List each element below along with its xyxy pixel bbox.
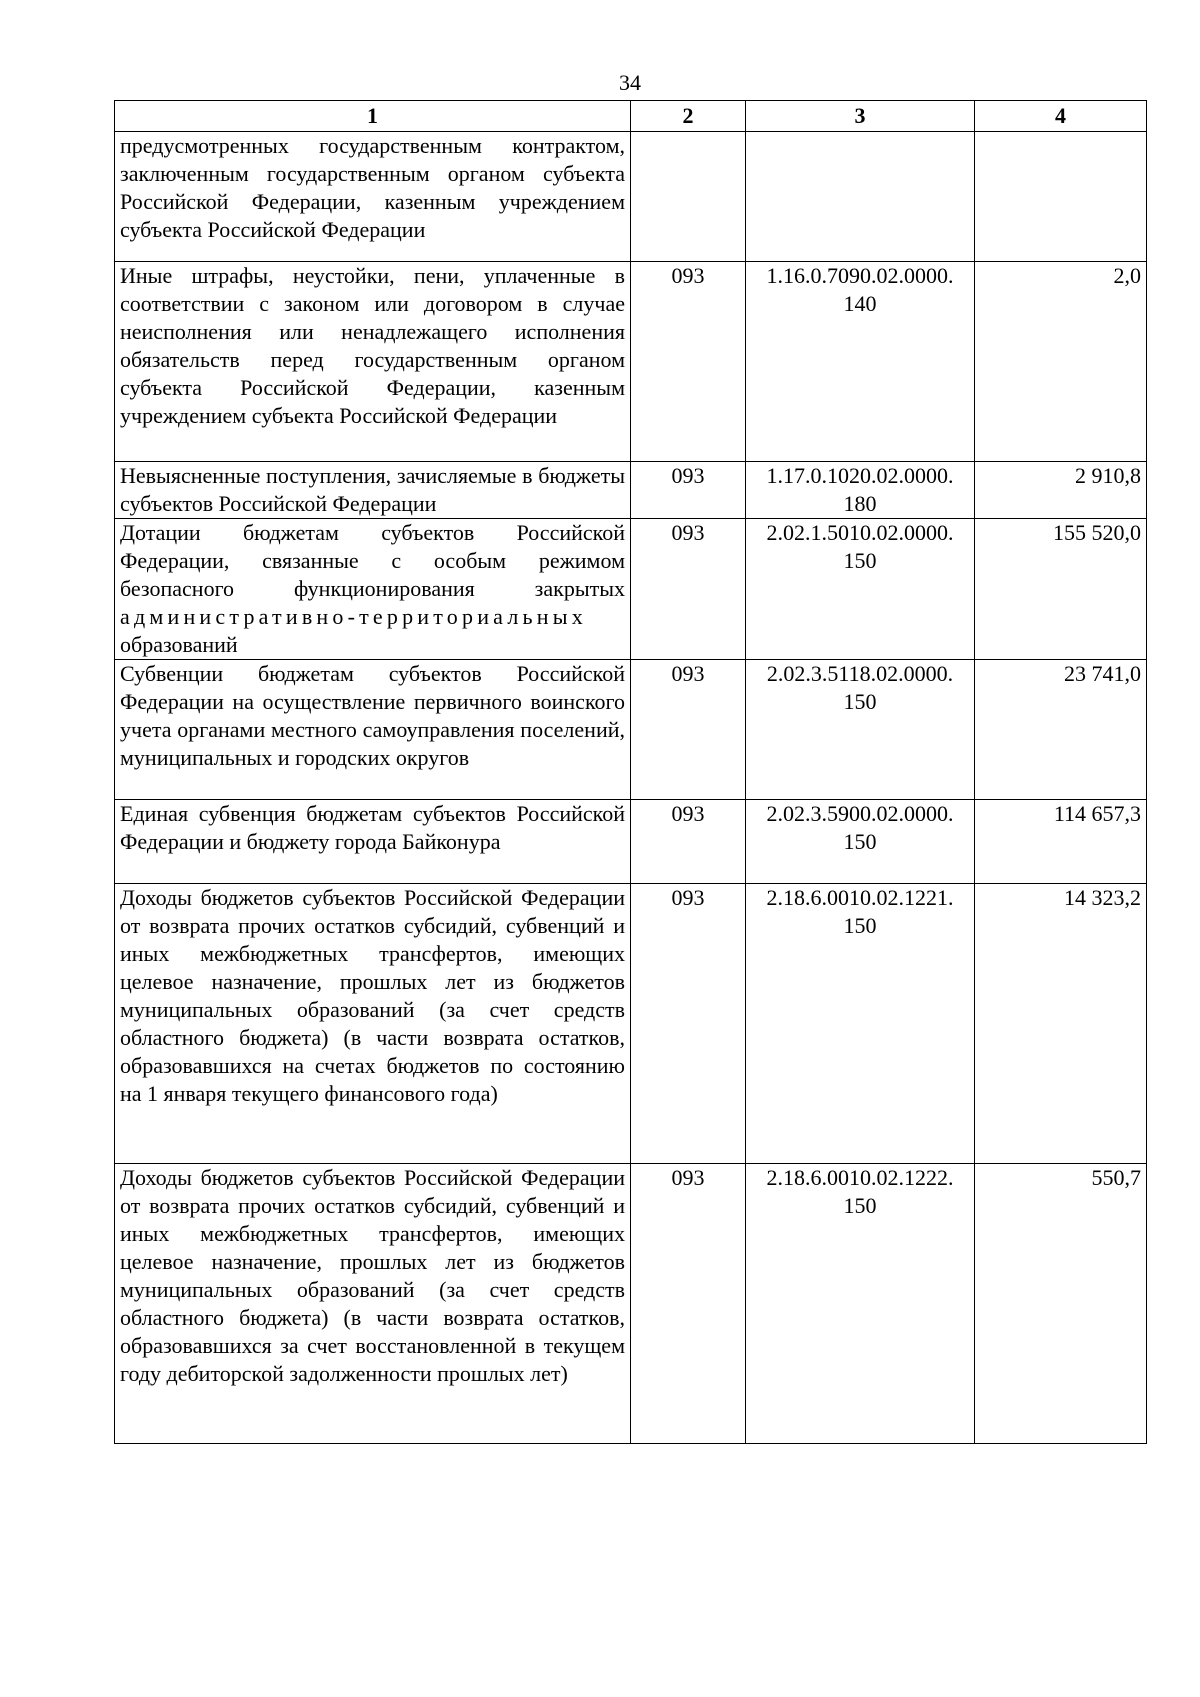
row-amount [975,132,1147,262]
row-admin-code: 093 [631,660,746,800]
table-row [115,262,1147,462]
kbk-line-1: 2.02.1.5010.02.0000. [766,520,954,545]
kbk-line-1: 2.02.3.5900.02.0000. [766,801,954,826]
page-number: 34 [619,70,641,95]
row-description: Субвенции бюджетам субъектов Российской Федерации на осуществление первичного воинского учета органами местного самоуправления поселений, муниципальных и городских округов [115,660,631,800]
row-admin-code: 093 [631,462,746,519]
revenue-table [114,100,1147,1444]
column-header-2: 2 [631,101,746,132]
kbk-line-2: 150 [843,689,877,714]
row-kbk-code [746,262,975,462]
row-description: Невыясненные поступления, зачисляемые в бюджеты субъектов Российской Федерации [115,462,631,519]
row-kbk-code [746,519,975,660]
kbk-line-2: 150 [843,913,877,938]
row-admin-code: 093 [631,884,746,1164]
kbk-line-2: 150 [843,1193,877,1218]
table-row [115,519,1147,660]
row-amount: 155 520,0 [975,519,1147,660]
kbk-line-1: 1.17.0.1020.02.0000. [766,463,954,488]
table-row [115,800,1147,884]
row-amount: 550,7 [975,1164,1147,1444]
row-description: Иные штрафы, неустойки, пени, уплаченные в соответствии с законом или договором в случае неисполнения или ненадлежащего исполнения обязательств перед государственным органом субъекта Российской Федерации, казенным учреждением субъекта Российской Федерации [115,262,631,462]
row-description: Доходы бюджетов субъектов Российской Федерации от возврата прочих остатков субсидий, субвенций и иных межбюджетных трансфертов, имеющих целевое назначение, прошлых лет из бюджетов муниципальных образований (за счет средств областного бюджета) (в части возврата остатков, образовавшихся за счет восстановленной в текущем году дебиторской задолженности прошлых лет) [115,1164,631,1444]
table-row [115,132,1147,262]
kbk-line-1: 2.18.6.0010.02.1221. [766,885,954,910]
description-part-3: образований [120,632,238,657]
row-admin-code: 093 [631,800,746,884]
table-header-row [115,101,1147,132]
row-amount: 23 741,0 [975,660,1147,800]
row-amount: 2,0 [975,262,1147,462]
kbk-line-2: 140 [843,291,877,316]
table-row [115,1164,1147,1444]
row-admin-code: 093 [631,1164,746,1444]
column-header-3: 3 [746,101,975,132]
row-admin-code [631,132,746,262]
table-row [115,884,1147,1164]
row-description: Доходы бюджетов субъектов Российской Федерации от возврата прочих остатков субсидий, субвенций и иных межбюджетных трансфертов, имеющих целевое назначение, прошлых лет из бюджетов муниципальных образований (за счет средств областного бюджета) (в части возврата остатков, образовавшихся на счетах бюджетов по состоянию на 1 января текущего финансового года) [115,884,631,1164]
row-description [115,519,631,660]
kbk-line-1: 2.18.6.0010.02.1222. [766,1165,954,1190]
row-kbk-code [746,660,975,800]
row-kbk-code [746,884,975,1164]
row-kbk-code [746,1164,975,1444]
kbk-line-1: 2.02.3.5118.02.0000. [766,661,954,686]
row-kbk-code [746,800,975,884]
column-header-4: 4 [975,101,1147,132]
column-header-1: 1 [115,101,631,132]
kbk-line-2: 150 [843,829,877,854]
row-amount: 14 323,2 [975,884,1147,1164]
row-kbk-code [746,132,975,262]
row-admin-code: 093 [631,519,746,660]
row-amount: 114 657,3 [975,800,1147,884]
row-amount: 2 910,8 [975,462,1147,519]
description-part-1: Дотации бюджетам субъектов Российской Федерации, связанные с особым режимом безопасного функционирования закрытых [120,520,625,601]
row-admin-code: 093 [631,262,746,462]
row-kbk-code [746,462,975,519]
kbk-line-2: 180 [843,491,877,516]
description-part-2: административно-территориальных [120,604,587,629]
table-row [115,660,1147,800]
kbk-line-2: 150 [843,548,877,573]
table-row [115,462,1147,519]
kbk-line-1: 1.16.0.7090.02.0000. [766,263,954,288]
row-description: Единая субвенция бюджетам субъектов Российской Федерации и бюджету города Байконура [115,800,631,884]
row-description: предусмотренных государственным контрактом, заключенным государственным органом субъекта Российской Федерации, казенным учреждением субъекта Российской Федерации [115,132,631,262]
